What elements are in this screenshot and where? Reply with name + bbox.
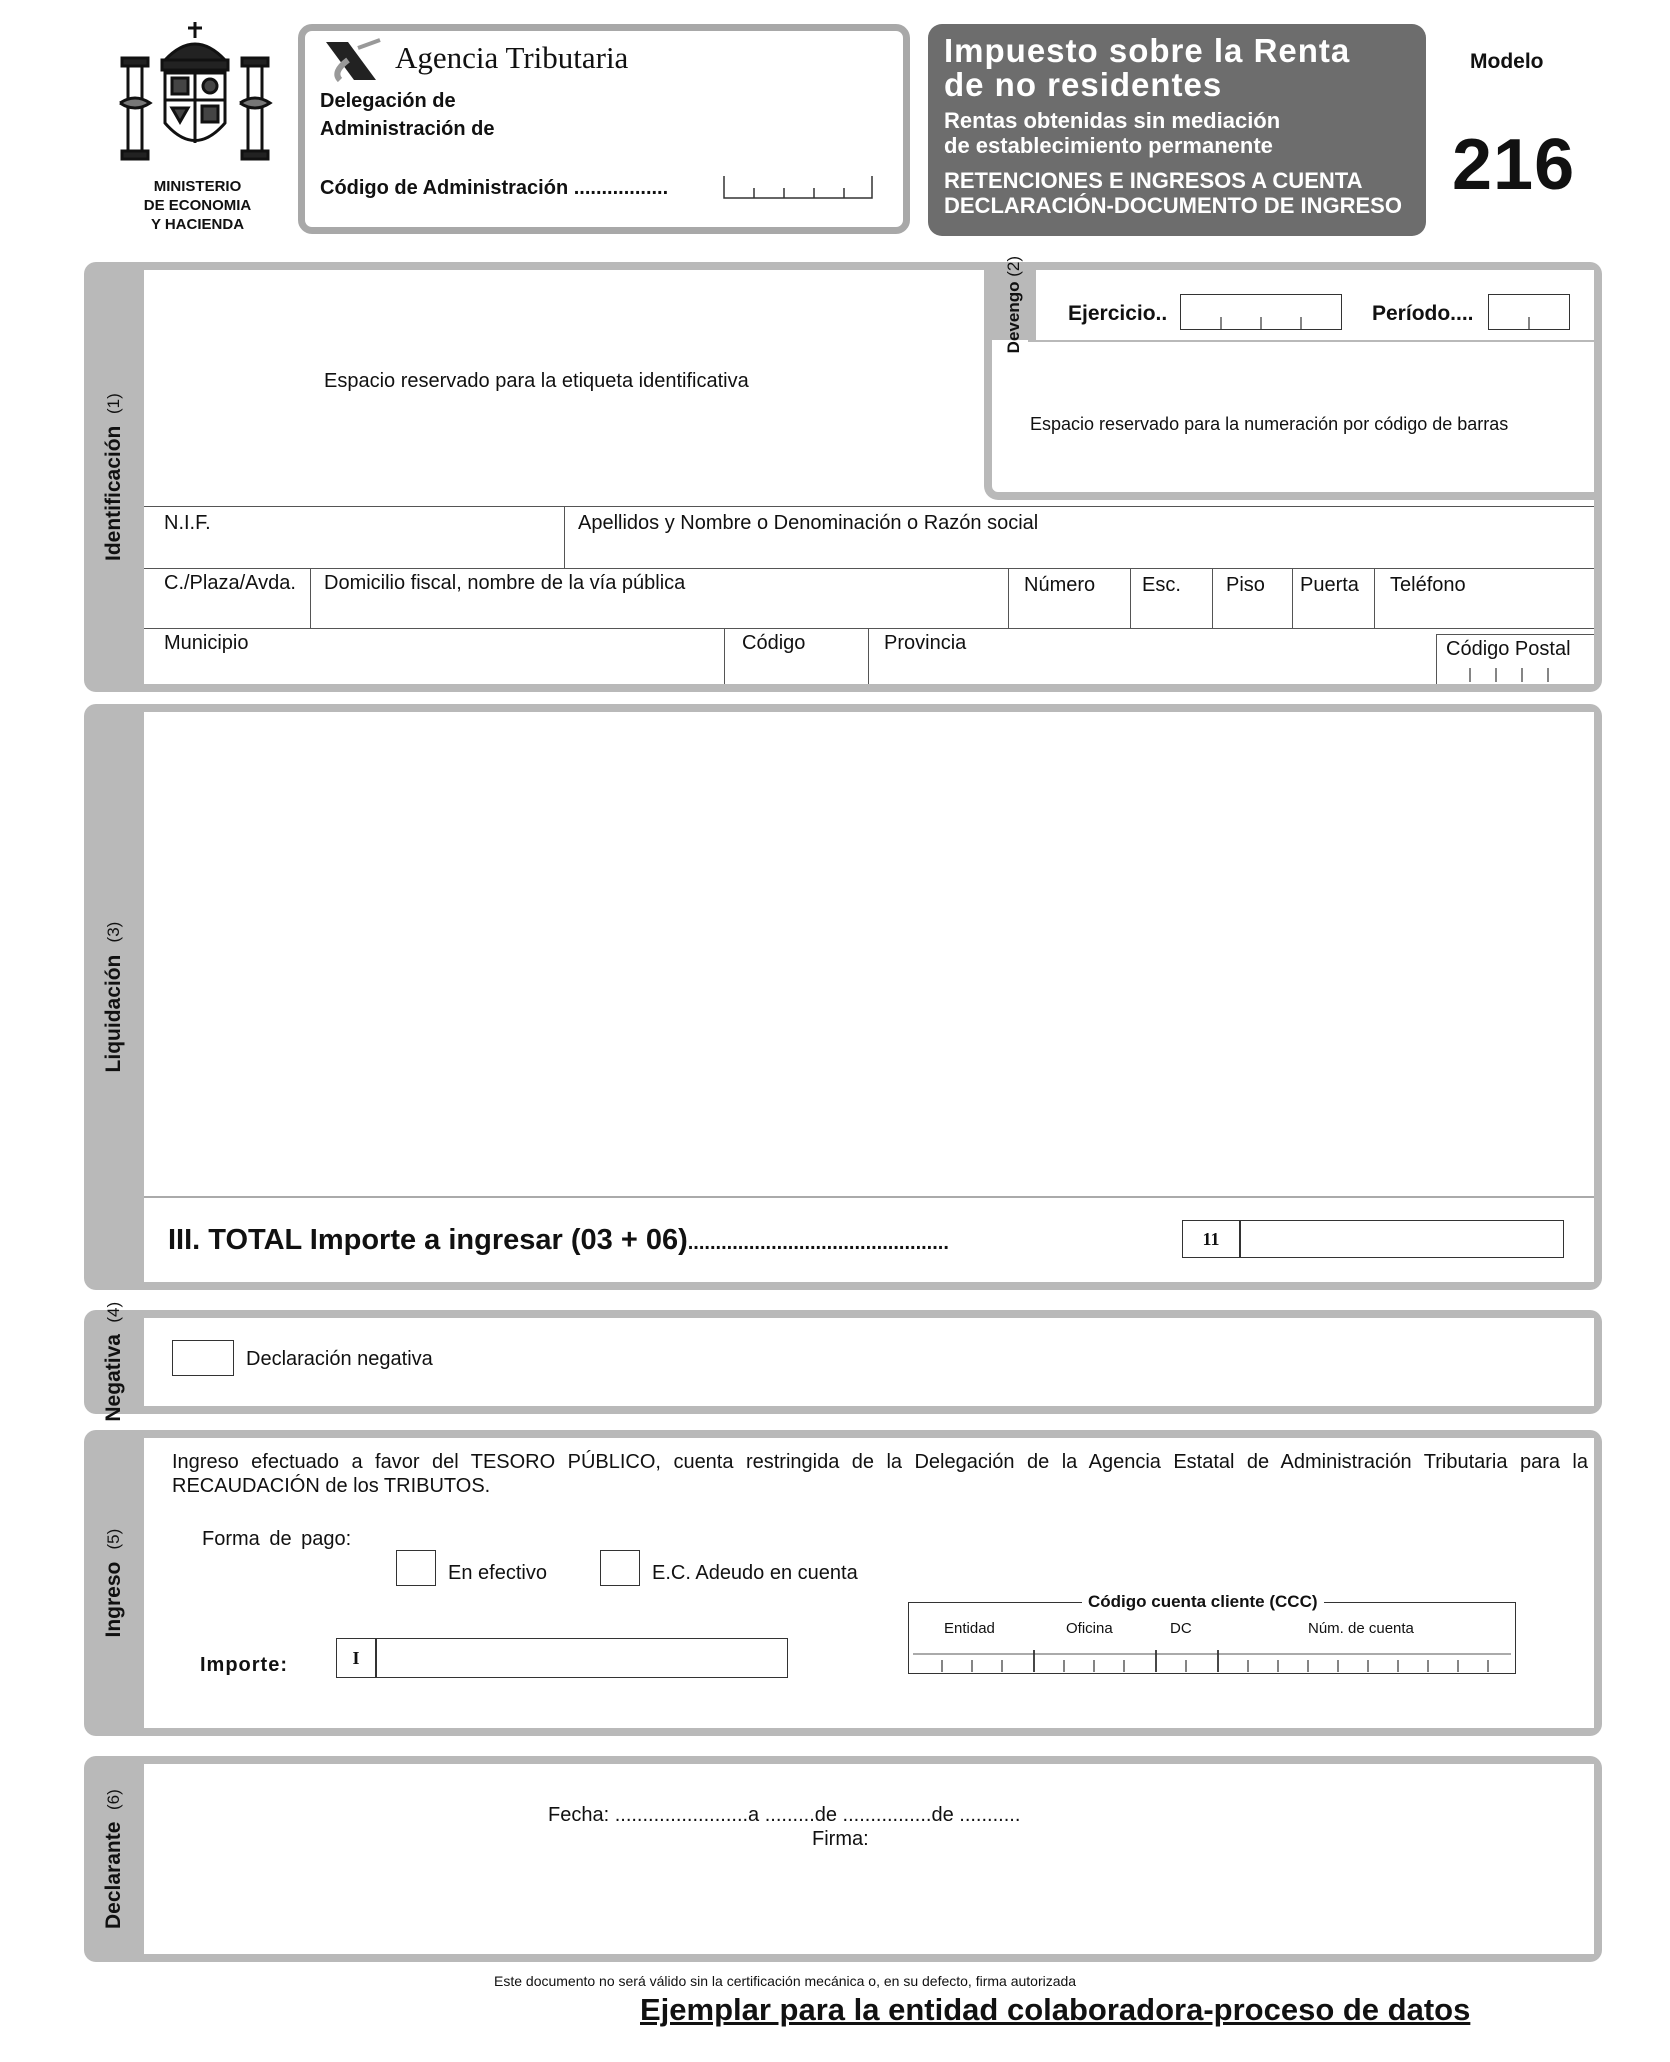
cp-field[interactable] [1444, 664, 1576, 682]
domicilio-label: Domicilio fiscal, nombre de la vía pública [324, 572, 686, 594]
adeudo-label: E.C. Adeudo en cuenta [652, 1562, 858, 1584]
liquidacion-label-text: Liquidación [102, 954, 125, 1073]
piso-field[interactable] [1214, 570, 1292, 626]
validity-note: Este documento no será válido sin la certificación mecánica o, en su defecto, firma autorizada [494, 1973, 1077, 1989]
nif-field[interactable] [144, 510, 564, 568]
declaracion-negativa-label: Declaración negativa [246, 1348, 433, 1370]
total-label [168, 1224, 949, 1257]
puerta-field[interactable] [1294, 570, 1374, 626]
declarante-body [144, 1764, 1594, 1954]
esc-divider [1130, 568, 1131, 628]
esc-field[interactable] [1132, 570, 1212, 626]
title-line-4: de establecimiento permanente [944, 133, 1273, 158]
ccc-oficina-label: Oficina [1066, 1620, 1113, 1637]
title-line-2: de no residentes [944, 66, 1223, 103]
devengo-num: (2) [1004, 256, 1023, 278]
via-divider [310, 568, 311, 628]
devengo-label: Devengo [1004, 281, 1023, 354]
provincia-label: Provincia [884, 632, 967, 654]
devengo-side-label [992, 256, 1036, 354]
title-line-1: Impuesto sobre la Renta [944, 32, 1351, 69]
negativa-side-label [84, 1302, 144, 1422]
esc-label: Esc. [1142, 574, 1181, 596]
delegacion-label: Delegación de [320, 90, 456, 112]
identificacion-section [84, 256, 1602, 692]
efectivo-checkbox[interactable] [396, 1550, 436, 1586]
total-amount-field[interactable] [1240, 1220, 1564, 1258]
municipio-divider [724, 628, 725, 684]
coat-of-arms-logo [110, 18, 280, 173]
ingreso-description: Ingreso efectuado a favor del TESORO PÚBLICO, cuenta restringida de la Delegación de la Agencia Estatal de Administración Tributaria para la RECAUDACIÓN de los TRIBUTOS. [172, 1451, 1588, 1497]
cp-label: Código Postal [1446, 638, 1571, 660]
declarante-label-text: Declarante [102, 1821, 125, 1929]
title-line-3: Rentas obtenidas sin mediación [944, 108, 1281, 133]
fecha-line[interactable]: Fecha: ........................a .........de ................de ........... [548, 1804, 1021, 1826]
identificacion-label-num: (1) [104, 393, 123, 414]
provincia-field[interactable] [870, 630, 1434, 684]
negativa-section [84, 1302, 1602, 1422]
total-box-number [1182, 1220, 1240, 1258]
ccc-cuenta-label: Núm. de cuenta [1308, 1620, 1414, 1637]
declaracion-negativa-checkbox[interactable] [172, 1340, 234, 1376]
codigo-admin-field[interactable] [722, 172, 874, 202]
piso-label: Piso [1226, 574, 1265, 596]
ministry-line-1: MINISTERIO [153, 178, 242, 195]
forma-pago-label: Forma de pago: [202, 1528, 352, 1550]
copy-label: Ejemplar para la entidad colaboradora-proceso de datos [640, 1992, 1471, 2027]
total-label-text: III. TOTAL Importe a ingresar (03 + 06) [168, 1224, 688, 1256]
modelo-label: Modelo [1470, 50, 1544, 73]
agency-name: Agencia Tributaria [395, 40, 629, 75]
identificacion-label-text: Identificación [102, 425, 125, 561]
identificacion-body [144, 256, 1594, 684]
negativa-label-num: (4) [104, 1302, 123, 1323]
ingreso-label-text: Ingreso [102, 1561, 125, 1638]
ejercicio-field[interactable] [1180, 294, 1342, 330]
importe-field[interactable] [376, 1638, 788, 1678]
cp-top-line [1436, 634, 1594, 635]
ccc-dc-label: DC [1170, 1620, 1192, 1637]
municipio-label: Municipio [164, 632, 249, 654]
nombre-field[interactable] [568, 510, 1594, 568]
numero-label: Número [1024, 574, 1096, 596]
puerta-label: Puerta [1300, 574, 1359, 596]
firma-label: Firma: [812, 1828, 869, 1850]
liquidacion-side-label [84, 704, 144, 1290]
adeudo-checkbox[interactable] [600, 1550, 640, 1586]
importe-prefix-box [336, 1638, 376, 1678]
telefono-divider [1374, 568, 1375, 628]
barcode-reserved-text: Espacio reservado para la numeración por código de barras [1030, 414, 1509, 434]
ministry-line-3: Y HACIENDA [150, 216, 245, 233]
efectivo-label: En efectivo [448, 1562, 547, 1584]
ministry-name [120, 177, 275, 234]
liquidacion-section [84, 704, 1602, 1290]
identificacion-side-label [84, 262, 144, 692]
total-box-num-text: 11 [1202, 1228, 1220, 1249]
model-title-box [928, 24, 1426, 236]
nombre-label: Apellidos y Nombre o Denominación o Razón social [578, 512, 1039, 534]
declarante-section [84, 1756, 1602, 1962]
numero-field[interactable] [1010, 570, 1128, 626]
row-divider-3 [144, 628, 1594, 629]
importe-prefix-text: I [352, 1647, 360, 1668]
row-divider-1 [144, 506, 1594, 507]
title-line-6: DECLARACIÓN-DOCUMENTO DE INGRESO [944, 193, 1402, 218]
declarante-side-label [84, 1756, 144, 1962]
declarante-label-num: (6) [104, 1788, 123, 1810]
negativa-body [144, 1318, 1594, 1406]
puerta-divider [1292, 568, 1293, 628]
nif-label: N.I.F. [164, 512, 211, 534]
ministry-line-2: DE ECONOMIA [143, 197, 252, 214]
ingreso-section [84, 1430, 1602, 1736]
ingreso-body [144, 1438, 1594, 1728]
ccc-digits-field[interactable] [912, 1646, 1512, 1672]
municipio-field[interactable] [144, 630, 722, 684]
periodo-field[interactable] [1488, 294, 1570, 330]
domicilio-field[interactable] [314, 570, 1004, 626]
ejercicio-label: Ejercicio.. [1068, 302, 1168, 325]
row-divider-2 [144, 568, 1594, 569]
total-label-dots: ............................................... [687, 1232, 949, 1254]
etiqueta-reserved-text: Espacio reservado para la etiqueta identificativa [324, 370, 749, 392]
liquidacion-label-num: (3) [104, 921, 123, 943]
codigo-divider [868, 628, 869, 684]
telefono-label: Teléfono [1390, 574, 1466, 596]
firma-area[interactable] [644, 1854, 1144, 1950]
importe-label: Importe: [200, 1654, 288, 1676]
codigo-field[interactable] [726, 630, 866, 684]
devengo-divider [1028, 340, 1594, 342]
administracion-label: Administración de [320, 118, 495, 140]
periodo-label: Período.... [1372, 302, 1474, 325]
negativa-label-text: Negativa [102, 1334, 125, 1422]
codigo-label: Código [742, 632, 806, 654]
ccc-title: Código cuenta cliente (CCC) [1082, 1592, 1324, 1612]
via-label: C./Plaza/Avda. [164, 572, 296, 594]
liquidacion-body [144, 712, 1594, 1282]
numero-divider [1008, 568, 1009, 628]
codigo-admin-label: Código de Administración ................. [320, 177, 669, 199]
modelo-number: 216 [1452, 125, 1576, 205]
liquidacion-divider [144, 1196, 1594, 1198]
title-line-5: RETENCIONES E INGRESOS A CUENTA [944, 168, 1363, 193]
ingreso-side-label [84, 1430, 144, 1736]
nif-divider [564, 506, 565, 568]
telefono-field[interactable] [1376, 570, 1594, 626]
cp-divider [1436, 634, 1437, 684]
agency-logo-icon [318, 36, 388, 86]
ingreso-label-num: (5) [104, 1528, 123, 1550]
piso-divider [1212, 568, 1213, 628]
ccc-entidad-label: Entidad [944, 1620, 995, 1637]
